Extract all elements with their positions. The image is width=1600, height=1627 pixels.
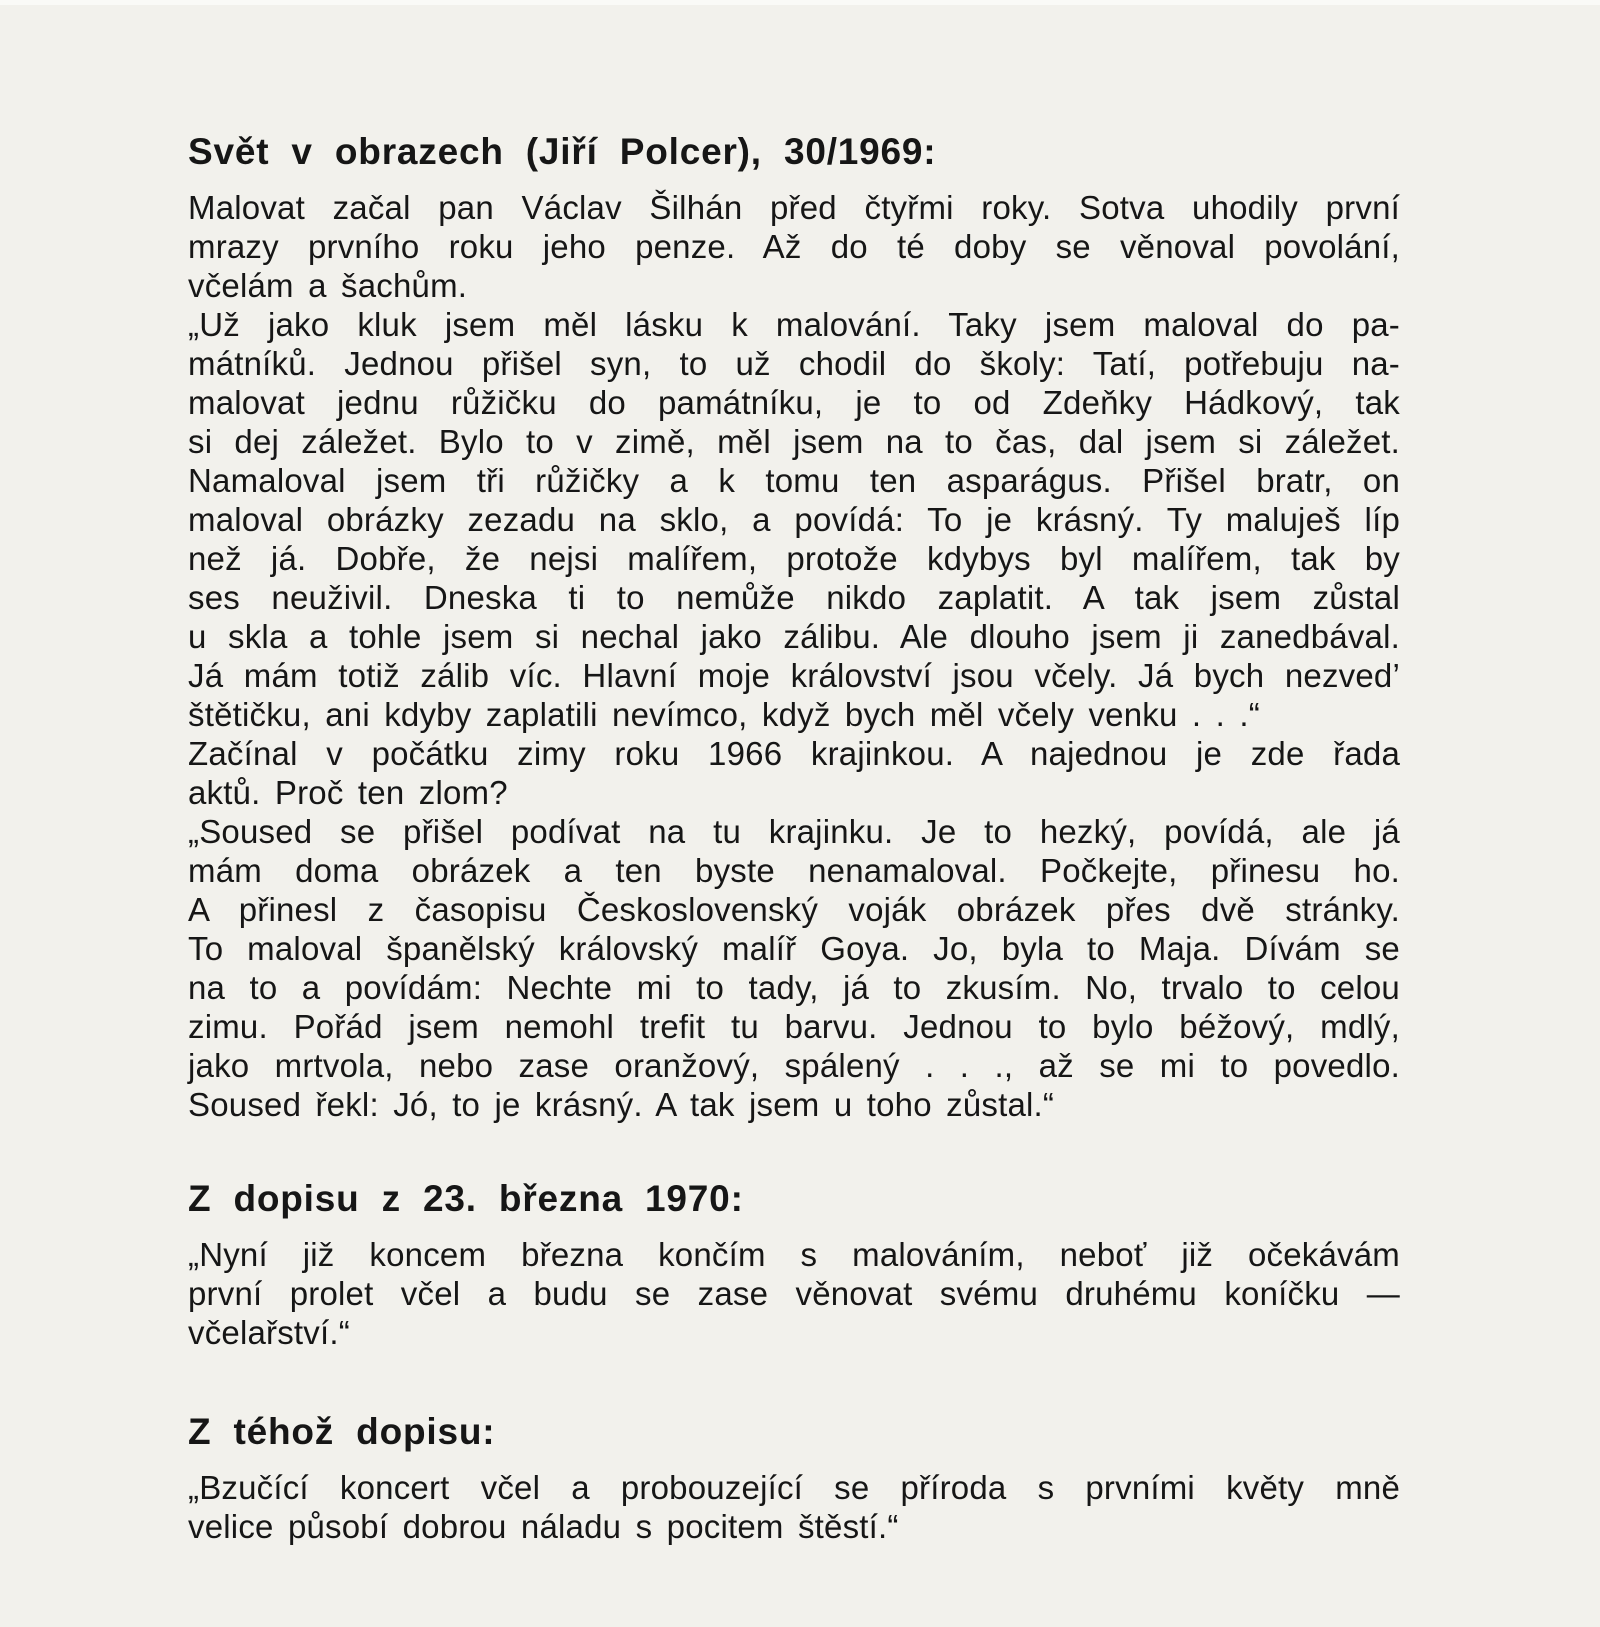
text-line: velice působí dobrou náladu s pocitem štěstí.“ xyxy=(188,1508,899,1545)
text-line: ses neuživil. Dneska ti to nemůže nikdo zaplatit. A tak jsem zůstal xyxy=(188,579,1400,616)
section-paragraphs xyxy=(188,1468,1400,1546)
text-line: „Bzučící koncert včel a probouzející se příroda s prvními květy mně xyxy=(188,1469,1400,1506)
text-line: Začínal v počátku zimy roku 1966 krajinkou. A najednou je zde řada xyxy=(188,735,1400,772)
text-line: první prolet včel a budu se zase věnovat svému druhému koníčku — xyxy=(188,1275,1400,1312)
text-line: než já. Dobře, že nejsi malířem, protože kdybys byl malířem, tak by xyxy=(188,540,1400,577)
section-svet-v-obrazech xyxy=(188,130,1400,1124)
text-line: na to a povídám: Nechte mi to tady, já to zkusím. No, trvalo to celou xyxy=(188,969,1400,1006)
text-line: včelám a šachům. xyxy=(188,267,468,304)
text-line: jako mrtvola, nebo zase oranžový, spálený . . ., až se mi to povedlo. xyxy=(188,1047,1400,1084)
text-line: zimu. Pořád jsem nemohl trefit tu barvu. Jednou to bylo béžový, mdlý, xyxy=(188,1008,1400,1045)
section-heading: Svět v obrazech (Jiří Polcer), 30/1969: xyxy=(188,131,937,172)
text-line: Já mám totiž zálib víc. Hlavní moje království jsou včely. Já bych nezved’ xyxy=(188,657,1400,694)
text-line: včelařství.“ xyxy=(188,1314,350,1351)
text-line: u skla a tohle jsem si nechal jako zálibu. Ale dlouho jsem ji zanedbával. xyxy=(188,618,1400,655)
text-line: mátníků. Jednou přišel syn, to už chodil do školy: Tatí, potřebuju na- xyxy=(188,345,1400,382)
text-column xyxy=(188,130,1400,1546)
text-line: mám doma obrázek a ten byste nenamaloval. Počkejte, přinesu ho. xyxy=(188,852,1400,889)
text-line: Soused řekl: Jó, to je krásný. A tak jsem u toho zůstal.“ xyxy=(188,1086,1055,1123)
text-line: Namaloval jsem tři růžičky a k tomu ten asparágus. Přišel bratr, on xyxy=(188,462,1400,499)
text-line: maloval obrázky zezadu na sklo, a povídá: To je krásný. Ty maluješ líp xyxy=(188,501,1400,538)
text-line: A přinesl z časopisu Československý voják obrázek přes dvě stránky. xyxy=(188,891,1400,928)
text-line: To maloval španělský královský malíř Goya. Jo, byla to Maja. Dívám se xyxy=(188,930,1400,967)
text-line: „Už jako kluk jsem měl lásku k malování. Taky jsem maloval do pa- xyxy=(188,306,1400,343)
text-line: „Nyní již koncem března končím s malováním, neboť již očekávám xyxy=(188,1236,1400,1273)
section-paragraphs xyxy=(188,1235,1400,1352)
section-z-dopisu xyxy=(188,1177,1400,1352)
text-line: Malovat začal pan Václav Šilhán před čtyřmi roky. Sotva uhodily první xyxy=(188,189,1400,226)
text-line: mrazy prvního roku jeho penze. Až do té doby se věnoval povolání, xyxy=(188,228,1400,265)
section-heading: Z téhož dopisu: xyxy=(188,1411,496,1452)
text-line: si dej záležet. Bylo to v zimě, měl jsem na to čas, dal jsem si záležet. xyxy=(188,423,1400,460)
section-heading: Z dopisu z 23. března 1970: xyxy=(188,1178,744,1219)
text-line: štětičku, ani kdyby zaplatili nevímco, když bych měl včely venku . . .“ xyxy=(188,696,1260,733)
text-line: malovat jednu růžičku do památníku, je to od Zdeňky Hádkový, tak xyxy=(188,384,1400,421)
section-paragraphs xyxy=(188,188,1400,1124)
text-line: aktů. Proč ten zlom? xyxy=(188,774,508,811)
section-z-tehoz-dopisu xyxy=(188,1410,1400,1546)
text-line: „Soused se přišel podívat na tu krajinku. Je to hezký, povídá, ale já xyxy=(188,813,1400,850)
